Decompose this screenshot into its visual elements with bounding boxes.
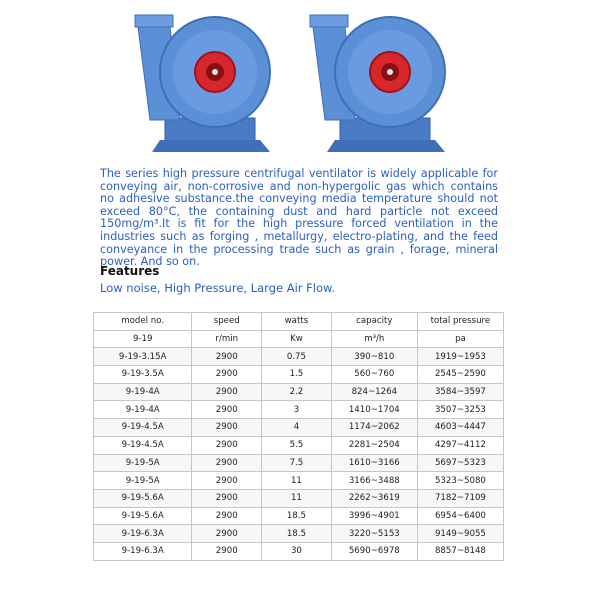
table-row — [94, 489, 504, 507]
table-cell: 2900 — [192, 542, 262, 560]
table-cell: 2900 — [192, 348, 262, 366]
table-cell: 4603~4447 — [417, 419, 503, 437]
table-cell: 9-19-3.15A — [94, 348, 192, 366]
table-cell: 9-19-5A — [94, 472, 192, 490]
table-cell: 7182~7109 — [417, 489, 503, 507]
table-cell: 824~1264 — [331, 383, 417, 401]
table-cell: 18.5 — [262, 507, 332, 525]
table-cell: 2262~3619 — [331, 489, 417, 507]
table-cell: 2900 — [192, 419, 262, 437]
header-model: model no. — [94, 313, 192, 331]
table-cell: 9-19-5.6A — [94, 507, 192, 525]
table-cell: 4 — [262, 419, 332, 437]
unit-speed: r/min — [192, 330, 262, 348]
table-row — [94, 454, 504, 472]
table-cell: 30 — [262, 542, 332, 560]
table-cell: 1610~3166 — [331, 454, 417, 472]
table-cell: 9-19-4A — [94, 401, 192, 419]
table-row — [94, 401, 504, 419]
table-row — [94, 366, 504, 384]
table-cell: 18.5 — [262, 525, 332, 543]
table-cell: 0.75 — [262, 348, 332, 366]
table-row — [94, 525, 504, 543]
table-cell: 9-19-5.6A — [94, 489, 192, 507]
unit-capacity: m³/h — [331, 330, 417, 348]
table-cell: 2545~2590 — [417, 366, 503, 384]
unit-pressure: pa — [417, 330, 503, 348]
table-cell: 390~810 — [331, 348, 417, 366]
table-cell: 9-19-5A — [94, 454, 192, 472]
product-description: The series high pressure centrifugal ventilator is widely applicable for conveying air, non-corrosive and non-hypergolic gas which contains no adhesive substance.the conveying media temperature should not exceed 80°C, the containing dust and hard particle not exceed 150mg/m³.It is fit for the high pressure forced ventilation in the industries such as forging , metallurgy, electro-plating, and the feed conveyance in the processing trade such as grain , forage, mineral power. And so on. — [100, 167, 498, 269]
table-cell: 8857~8148 — [417, 542, 503, 560]
table-cell: 9-19-4.5A — [94, 419, 192, 437]
table-cell: 3 — [262, 401, 332, 419]
table-units-row — [94, 330, 504, 348]
table-row — [94, 542, 504, 560]
table-header-row — [94, 313, 504, 331]
fan-image-left — [130, 10, 280, 160]
table-cell: 1.5 — [262, 366, 332, 384]
table-cell: 3166~3488 — [331, 472, 417, 490]
table-cell: 11 — [262, 489, 332, 507]
header-speed: speed — [192, 313, 262, 331]
table-cell: 3220~5153 — [331, 525, 417, 543]
fan-drawing — [310, 15, 445, 152]
table-cell: 4297~4112 — [417, 436, 503, 454]
table-cell: 7.5 — [262, 454, 332, 472]
table-row — [94, 436, 504, 454]
table-cell: 6954~6400 — [417, 507, 503, 525]
table-cell: 9-19-3.5A — [94, 366, 192, 384]
table-cell: 5697~5323 — [417, 454, 503, 472]
table-cell: 2900 — [192, 383, 262, 401]
fan-image-right — [305, 10, 455, 160]
table-cell: 2900 — [192, 436, 262, 454]
table-cell: 2.2 — [262, 383, 332, 401]
table-cell: 560~760 — [331, 366, 417, 384]
table-cell: 2900 — [192, 525, 262, 543]
table-row — [94, 472, 504, 490]
table-cell: 2900 — [192, 454, 262, 472]
table-cell: 3584~3597 — [417, 383, 503, 401]
table-cell: 9-19-4A — [94, 383, 192, 401]
table-cell: 5.5 — [262, 436, 332, 454]
spec-table — [93, 312, 504, 561]
table-cell: 1174~2062 — [331, 419, 417, 437]
features-heading: Features — [100, 264, 160, 278]
table-cell: 11 — [262, 472, 332, 490]
table-cell: 9-19-6.3A — [94, 525, 192, 543]
unit-watts: Kw — [262, 330, 332, 348]
table-cell: 1919~1953 — [417, 348, 503, 366]
features-text: Low noise, High Pressure, Large Air Flow. — [100, 281, 336, 295]
table-cell: 2900 — [192, 472, 262, 490]
table-cell: 5323~5080 — [417, 472, 503, 490]
table-cell: 9149~9055 — [417, 525, 503, 543]
header-watts: watts — [262, 313, 332, 331]
table-row — [94, 507, 504, 525]
table-cell: 3996~4901 — [331, 507, 417, 525]
table-cell: 9-19-4.5A — [94, 436, 192, 454]
table-cell: 5690~6978 — [331, 542, 417, 560]
table-cell: 3507~3253 — [417, 401, 503, 419]
header-capacity: capacity — [331, 313, 417, 331]
fan-drawing — [135, 15, 270, 152]
table-row — [94, 348, 504, 366]
table-cell: 2900 — [192, 507, 262, 525]
table-cell: 2900 — [192, 489, 262, 507]
table-cell: 1410~1704 — [331, 401, 417, 419]
table-cell: 2281~2504 — [331, 436, 417, 454]
table-cell: 2900 — [192, 401, 262, 419]
table-row — [94, 383, 504, 401]
table-cell: 2900 — [192, 366, 262, 384]
table-cell: 9-19-6.3A — [94, 542, 192, 560]
header-total-pressure: total pressure — [417, 313, 503, 331]
table-row — [94, 419, 504, 437]
unit-model: 9-19 — [94, 330, 192, 348]
